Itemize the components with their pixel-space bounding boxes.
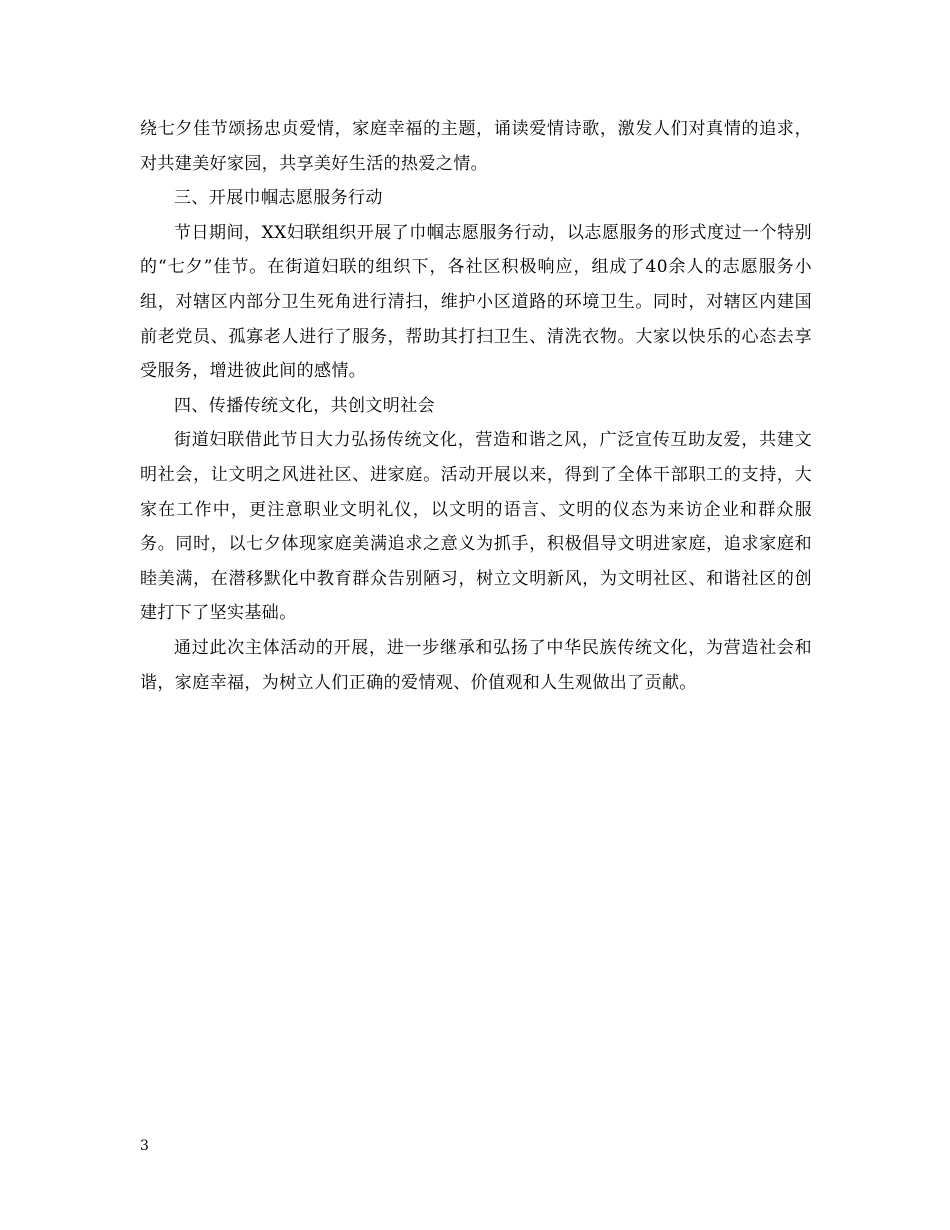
page-number: 3 <box>140 1138 149 1154</box>
paragraph-conclusion: 通过此次主体活动的开展，进一步继承和弘扬了中华民族传统文化，为营造社会和谐，家庭幸福，为树立人们正确的爱情观、价值观和人生观做出了贡献。 <box>140 637 812 693</box>
document-body <box>140 112 812 700</box>
paragraph-continuation: 绕七夕佳节颂扬忠贞爱情，家庭幸福的主题，诵读爱情诗歌，激发人们对真情的追求，对共建美好家园，共享美好生活的热爱之情。 <box>140 119 812 174</box>
section-heading-volunteer-service: 三、开展巾帼志愿服务行动 <box>174 188 383 209</box>
paragraph-traditional-culture: 街道妇联借此节日大力弘扬传统文化，营造和谐之风，广泛宣传互助友爱，共建文明社会，让文明之风进社区、进家庭。活动开展以来，得到了全体干部职工的支持，大家在工作中，更注意职业文明礼仪，以文明的语言、文明的仪态为来访企业和群众服务。同时，以七夕体现家庭美满追求之意义为抓手，积极倡导文明进家庭，追求家庭和睦美满，在潜移默化中教育群众告别陋习，树立文明新风，为文明社区、和谐社区的创建打下了坚实基础。 <box>140 430 812 624</box>
section-heading-traditional-culture: 四、传播传统文化，共创文明社会 <box>174 395 435 416</box>
paragraph-volunteer-service: 节日期间，XX妇联组织开展了巾帼志愿服务行动，以志愿服务的形式度过一个特别的“七夕”佳节。在街道妇联的组织下，各社区积极响应，组成了40余人的志愿服务小组，对辖区内部分卫生死角进行清扫，维护小区道路的环境卫生。同时，对辖区内建国前老党员、孤寡老人进行了服务，帮助其打扫卫生、清洗衣物。大家以快乐的心态去享受服务，增进彼此间的感情。 <box>140 222 812 382</box>
